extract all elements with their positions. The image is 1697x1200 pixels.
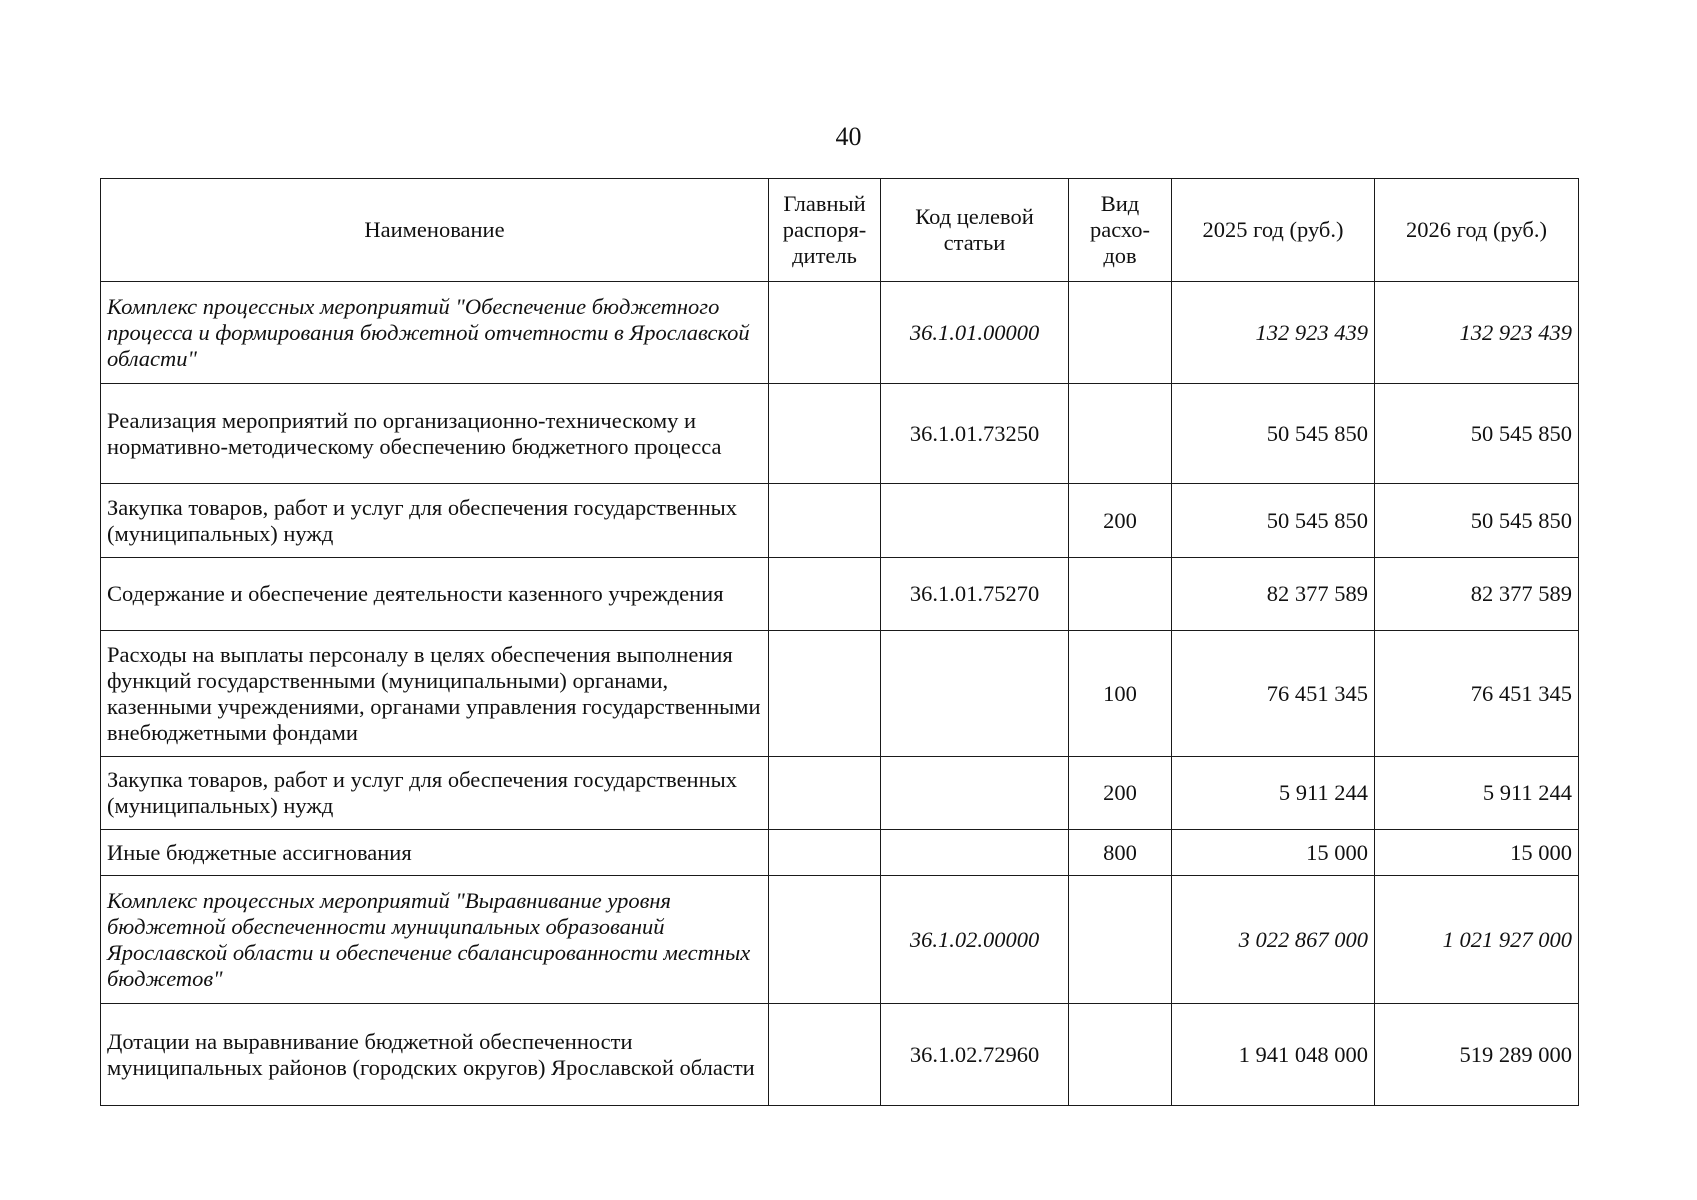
row-name: Иные бюджетные ассигнования: [101, 830, 769, 876]
row-code: 36.1.01.00000: [881, 282, 1069, 384]
table-row: [101, 830, 1579, 876]
row-2026: 1 021 927 000: [1375, 876, 1579, 1004]
row-code: 36.1.02.00000: [881, 876, 1069, 1004]
table-row: [101, 484, 1579, 558]
row-2026: 519 289 000: [1375, 1004, 1579, 1106]
row-2026: 15 000: [1375, 830, 1579, 876]
row-code: 36.1.02.72960: [881, 1004, 1069, 1106]
row-name: Закупка товаров, работ и услуг для обеспечения государственных (муниципальных) нужд: [101, 484, 769, 558]
row-type: 200: [1069, 484, 1172, 558]
row-type: 100: [1069, 631, 1172, 757]
budget-table: [100, 178, 1579, 1106]
table-row: [101, 631, 1579, 757]
row-admin: [769, 384, 881, 484]
row-admin: [769, 558, 881, 631]
row-2025: 3 022 867 000: [1172, 876, 1375, 1004]
row-code: [881, 484, 1069, 558]
table-row: [101, 558, 1579, 631]
row-code: [881, 830, 1069, 876]
row-type: 800: [1069, 830, 1172, 876]
table-row: [101, 384, 1579, 484]
table-header-row: [101, 179, 1579, 282]
row-admin: [769, 631, 881, 757]
row-type: [1069, 282, 1172, 384]
row-2026: 76 451 345: [1375, 631, 1579, 757]
row-2025: 1 941 048 000: [1172, 1004, 1375, 1106]
row-2026: 82 377 589: [1375, 558, 1579, 631]
row-code: 36.1.01.75270: [881, 558, 1069, 631]
row-code: [881, 757, 1069, 830]
row-name: Содержание и обеспечение деятельности казенного учреждения: [101, 558, 769, 631]
row-2025: 50 545 850: [1172, 384, 1375, 484]
row-type: [1069, 558, 1172, 631]
row-name: Дотации на выравнивание бюджетной обеспеченности муниципальных районов (городских округов) Ярославской области: [101, 1004, 769, 1106]
row-type: [1069, 1004, 1172, 1106]
row-name: Комплекс процессных мероприятий "Обеспечение бюджетного процесса и формирования бюджетной отчетности в Ярославской области": [101, 282, 769, 384]
header-2025: 2025 год (руб.): [1172, 179, 1375, 282]
row-admin: [769, 484, 881, 558]
row-code: 36.1.01.73250: [881, 384, 1069, 484]
row-name: Закупка товаров, работ и услуг для обеспечения государственных (муниципальных) нужд: [101, 757, 769, 830]
header-name: Наименование: [101, 179, 769, 282]
row-code: [881, 631, 1069, 757]
row-admin: [769, 876, 881, 1004]
row-type: [1069, 876, 1172, 1004]
row-admin: [769, 282, 881, 384]
row-2026: 50 545 850: [1375, 484, 1579, 558]
table-row: [101, 757, 1579, 830]
table-row: [101, 876, 1579, 1004]
row-admin: [769, 1004, 881, 1106]
row-2025: 5 911 244: [1172, 757, 1375, 830]
row-2025: 82 377 589: [1172, 558, 1375, 631]
row-name: Комплекс процессных мероприятий "Выравнивание уровня бюджетной обеспеченности муниципальных образований Ярославской области и обеспечение сбалансированности местных бюджетов": [101, 876, 769, 1004]
row-name: Реализация мероприятий по организационно-техническому и нормативно-методическому обеспечению бюджетного процесса: [101, 384, 769, 484]
header-type: Вид расхо-дов: [1069, 179, 1172, 282]
header-2026: 2026 год (руб.): [1375, 179, 1579, 282]
table-row: [101, 1004, 1579, 1106]
row-2025: 15 000: [1172, 830, 1375, 876]
row-2026: 5 911 244: [1375, 757, 1579, 830]
header-admin: Главный распоря-дитель: [769, 179, 881, 282]
header-code: Код целевой статьи: [881, 179, 1069, 282]
page-number: 40: [835, 122, 862, 151]
row-admin: [769, 757, 881, 830]
table-row: [101, 282, 1579, 384]
row-2025: 76 451 345: [1172, 631, 1375, 757]
row-name: Расходы на выплаты персоналу в целях обеспечения выполнения функций государственными (муниципальными) органами, казенными учреждениями, органами управления государственными внебюджетными фондами: [101, 631, 769, 757]
row-type: [1069, 384, 1172, 484]
row-2025: 50 545 850: [1172, 484, 1375, 558]
row-type: 200: [1069, 757, 1172, 830]
row-admin: [769, 830, 881, 876]
row-2025: 132 923 439: [1172, 282, 1375, 384]
row-2026: 132 923 439: [1375, 282, 1579, 384]
row-2026: 50 545 850: [1375, 384, 1579, 484]
